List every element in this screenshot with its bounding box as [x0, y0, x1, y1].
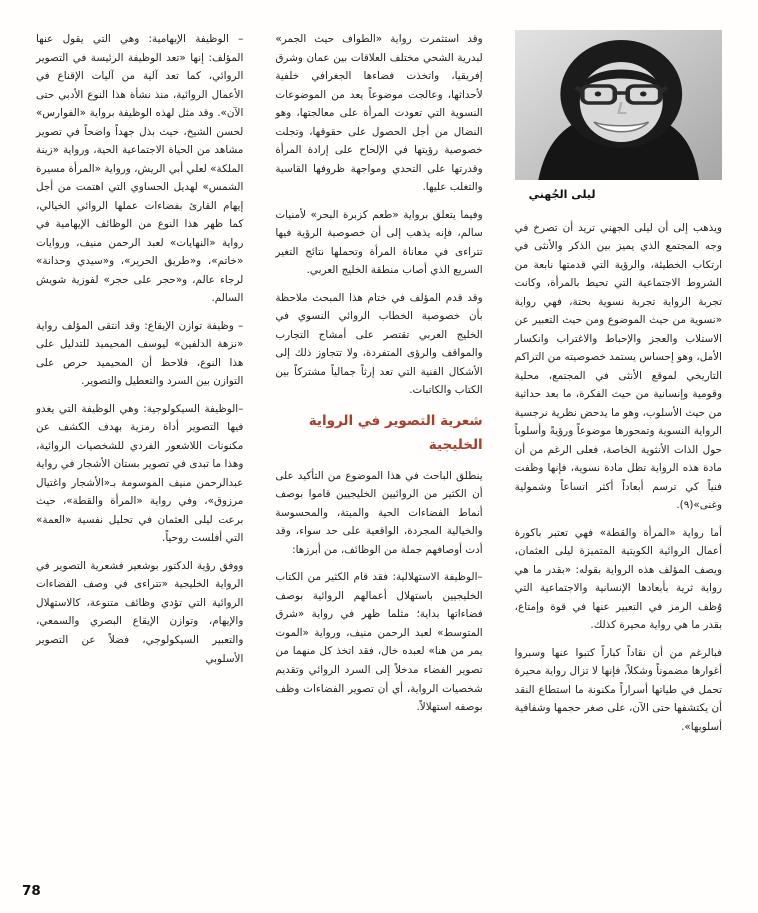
section-heading: شعرية التصوير في الرواية الخليجية	[308, 412, 483, 453]
body-paragraph: وفيما يتعلق برواية «طعم كزبرة البحر» لأمنيات سالم، فإنه يذهب إلى أن خصوصية الرؤية فيها تتراءى في معاناة المرأة وتحملها نتائج التغير السريع الذي أصاب منطقة الخليج العربي.	[275, 208, 483, 277]
body-paragraph: وقد قدم المؤلف في ختام هذا المبحث ملاحظة بأن خصوصية الخطاب الروائي النسوي في الخليج العربي تقتصر على أمشاج التجارب والمواقف والرؤى المتفردة، ولا تتجاوز ذلك إلى الأشكال الفنية التي تعد إرثاً جمالياً مشتركاً بين الكتاب والكاتبات.	[275, 291, 483, 397]
page-number: 78	[22, 883, 41, 899]
author-photo-figure	[515, 30, 722, 205]
body-paragraph: ويذهب إلى أن ليلى الجهني تريد أن تصرخ في وجه المجتمع الذي يميز بين الذكر والأنثى في ارتكاب الخطيئة، والرؤية التي قدمتها نابعة من الشروط الاجتماعية التي تحيط بالمرأة، وكانت تجربة الرواية تجربة نسوية بحتة، فهي رواية «نسوية من حيث الموضوع ومن حيث التعبير عن الاستلاب والعجز والإحباط والاغتراب وانكسار الأمل، وهو إحساس يستمد خصوصيته من التراكم التاريخي لموقع الأنثى في المجتمع، محلية وقومية وإنسانية من حيث الفكرة، ما بعد حداثية من حيث الأسلوب، وهو ما يدحض نظرية نرجسية الرواية النسوية وتمحورها موضوعاً ورؤيةً وأسلوباً حول الذات الأنثوية الخاصة، فعلى الرغم من أن مادة هذه الرواية تظل مادة نسوية، فإنها وظفت فنياً كي ترسم أبعاداً أكثر اتساعاً وشمولية وغنى»(٩).	[514, 221, 722, 512]
photo-caption: ليلى الجُهني	[528, 188, 596, 201]
column-middle	[275, 30, 482, 862]
body-paragraph: – الوظيفة الإيهامية: وهي التي يقول عنها المؤلف: إنها «تعد الوظيفة الرئيسة في التصوير الروائي، كما تعد آلية من آليات الإقناع في الأعمال الروائية، منذ نشأة هذا النوع الأدبي حتى الآن». وقد مثل لهذه الوظيفة برواية «الفوارس» لحسن الشيخ، حيث بذل جهداً واضحاً في تصوير مشاهد من الحياة الاجتماعية الحية، ورواية «زينة الملكة» لعلي أبي الريش، ورواية «المرأة مسيرة الشمس» لهديل الحساوي التي اهتمت من أجل إيهام القارئ بفضاءات عملها الروائي الخيالي، كما ظهر هذا النوع من الوظائف الإيهامية في رواية «النهايات» لعبد الرحمن منيف، وروايات «خاتم»، و«طريق الحرير»، و«سيدي وحدانة» لرجاء عالم، و«حجر على حجر» لفوزية شويش السالم.	[36, 33, 244, 305]
body-paragraph: ينطلق الباحث في هذا الموضوع من التأكيد على أن الكثير من الروائيين الخليجيين قاموا بوصف أنماط الفضاءات الحية والميتة، والمحسوسة والخيالية المجردة، الواقعية على حد سواء، وقد أدت أوصافهم جملة من الوظائف، من أبرزها:	[275, 469, 483, 556]
body-paragraph: فبالرغم من أن نقاداً كباراً كتبوا عنها وسبروا أغوارها مضموناً وشكلاً، فإنها لا تزال رواية محيرة تحمل في طياتها أسراراً مكنونة ما استطاع النقد أن يكتشفها حتى الآن، على صغر حجمها وشفافية أسلوبها».	[514, 646, 722, 733]
column-right	[515, 30, 722, 862]
column-left	[36, 30, 243, 862]
body-paragraph: ووفق رؤية الدكتور بوشعير فشعرية التصوير في الرواية الخليجية «تتراءى في وصف الفضاءات الروائية التي تؤدي وظائف متنوعة، كالاستهلال والإيهام، وتوازن الإيقاع البصري والسمعي، والتعبير السيكولوجي، فضلاً عن التصوير الأسلوبي	[36, 559, 244, 665]
body-paragraph: –الوظيفة السيكولوجية: وهي الوظيفة التي يغدو فيها التصوير أداة رمزية بهدف الكشف عن مكنونات اللاشعور الفردي للشخصيات الروائية، وهذا ما تبدى في تصوير بستان الأشجار في رواية عبدالرحمن منيف الموسومة بـ«الأشجار واغتيال مرزوق»، وفي رواية «المرأة والقطة»، حيث برعت ليلى العثمان في تحليل نفسية «العمة» التي أفلست روحياً.	[36, 402, 244, 545]
body-paragraph: –الوظيفة الاستهلالية: فقد قام الكثير من الكتاب الخليجيين باستهلال أعمالهم الروائية بوصف فضاءاتها بداية؛ مثلما ظهر في رواية «شرق المتوسط» لعبد الرحمن منيف، ورواية «الموت يمر من هنا» لعبده خال، فقد اتخذ كل منهما من تصوير الفضاء مدخلاً إلى السرد الروائي وتقديم شخصيات الرواية، أي أن تصوير الفضاءات وظف بوصفه استهلالاً.	[275, 571, 483, 714]
portrait-photo	[515, 30, 722, 180]
body-paragraph: أما رواية «المرأة والقطة» فهي تعتبر باكورة أعمال الروائية الكويتية المتميزة ليلى العثمان، ويصف المؤلف هذه الرواية بقوله: «بقدر ما هي رواية ثرية بأبعادها الإنسانية والاجتماعية التي وُظف الرمز في التعبير عنها في قوة وإمتاع، بقدر ما هي رواية محيرة كذلك.	[514, 526, 722, 632]
body-paragraph: – وظيفة توازن الإيقاع: وقد انتقى المؤلف رواية «نزهة الدلفين» ليوسف المحيميد للتدليل على هذا النوع، فلاحظ أن المحيميد حرص على التوازن بين السرد والتعطيل والتصوير.	[36, 319, 244, 388]
portrait-photo-icon	[515, 30, 722, 180]
body-paragraph: وقد استثمرت رواية «الطواف حيث الجمر» لبدرية الشحي مختلف العلاقات بين عمان وشرق إفريقيا، واتخذت فضاءها الجغرافي خلفية لأحداثها، وعالجت موضوعاً يعد من الموضوعات النسوية التي تعودت المرأة على معالجتها، وهو النضال من أجل الحصول على حقوقها، وتجلت خصوصية رؤيتها في الإلحاح على إرادة المرأة وقدرتها على التحدي ومواجهة ظروفها القاسية والتغلب عليها.	[275, 33, 483, 194]
